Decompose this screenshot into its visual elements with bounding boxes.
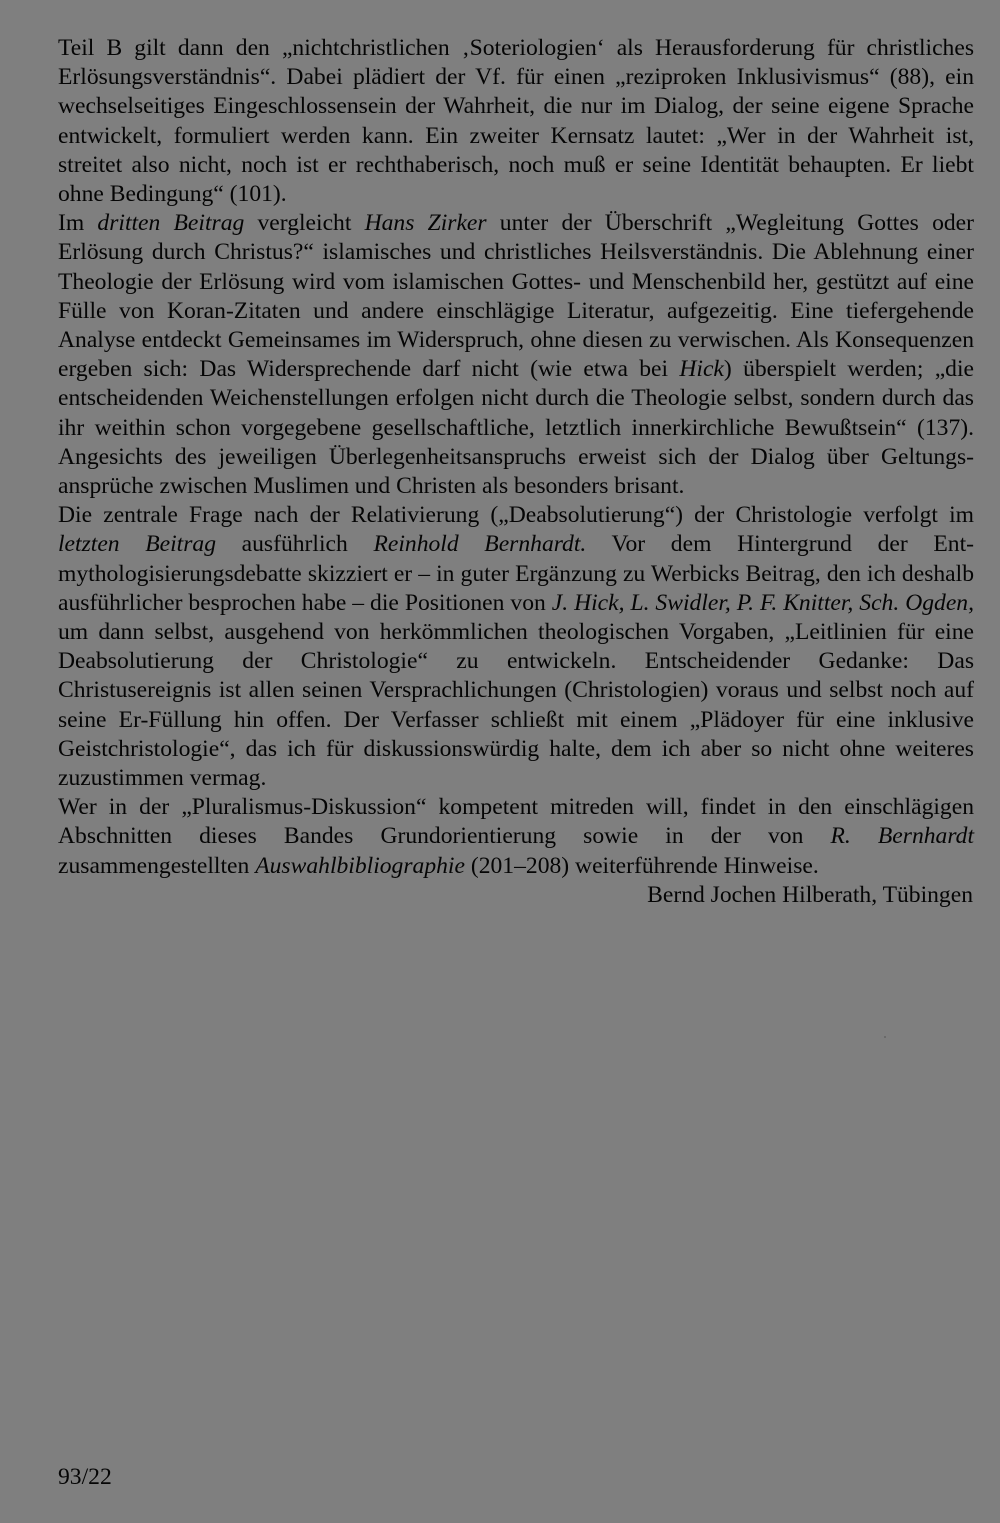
italic-text-run: Hans Zirker xyxy=(364,210,487,237)
text-run: Im xyxy=(58,210,98,237)
reviewer-signature: Bernd Jochen Hilberath, Tübingen xyxy=(647,881,973,908)
paragraph-conclusion xyxy=(58,793,974,881)
text-run: ausführlich xyxy=(216,531,374,558)
review-text xyxy=(58,34,974,910)
italic-text-run: R. Bernhardt xyxy=(830,823,974,850)
text-run: Wer in der „Pluralismus-Diskussion“ kompetent mitreden will, findet in den einschlägigen Abschnitten dieses Bandes Grundorientierung sowie in der von xyxy=(58,794,974,850)
italic-text-run: letzten Beitrag xyxy=(58,531,217,558)
italic-text-run: dritten Beitrag xyxy=(97,210,245,237)
italic-text-run: Auswahlbibliographie xyxy=(255,852,465,879)
italic-text-run: J. Hick, L. Swidler, P. F. Knitter, Sch. Ogden, xyxy=(551,589,975,616)
text-run: Die zentrale Frage nach der Relativierung („Deabsolutierung“) der Christologie verfolgt im xyxy=(58,502,974,529)
text-run: um dann selbst, ausgehend von herkömmlichen theologischen Vorgaben, „Leitlinien für eine Deabsolutierung der Christologie“ zu entwickeln. Entscheidender Gedanke: Das Christusereignis ist allen seinen Versprachlichungen (Christologien) voraus und selbst noch auf seine Er-Füllung hin offen. Der Verfasser schließt mit einem „Plädoyer für eine inklusive Geistchristologie“, das ich für diskussionswürdig halte, dem ich aber so nicht ohne weiteres zuzustimmen vermag. xyxy=(58,619,974,792)
text-run: Vor dem Hintergrund der Entmythologisierungsdebatte skizziert er – in guter Ergänzung zu Werbicks Beitrag, den ich deshalb ausführlicher besprochen habe – die Positionen von xyxy=(58,531,975,616)
paragraph-last-contribution xyxy=(58,501,974,793)
text-run: unter der Überschrift „Wegleitung Gottes oder Erlösung durch Christus?“ islamisches und christliches Heilsverständnis. Die Ablehnung einer Theologie der Erlösung wird vom islamischen Gottes- und Menschenbild her, gestützt auf eine Fülle von Koran-Zitaten und andere einschlägige Literatur, aufgezeitig. Eine tiefergehende Analyse entdeckt Gemeinsames im Widerspruch, ohne diesen zu verwischen. Als Konsequenzen ergeben sich: Das Widersprechende darf nicht (wie etwa bei xyxy=(58,210,974,383)
paragraph-third-contribution xyxy=(58,209,974,501)
text-run: ) überspielt werden; „die entscheidenden Weichenstellungen erfolgen nicht durch die Theologie selbst, sondern durch das ihr weithin schon vorgegebene gesellschaftliche, letztlich innerkirchliche Bewußtsein“ (137). Angesichts des jeweiligen Überlegenheitsanspruchs erweist sich der Dialog über Geltungsansprüche zwischen Muslimen und Christen als besonders brisant. xyxy=(58,356,974,500)
page-number: 93/22 xyxy=(58,1464,112,1490)
text-run: Teil B gilt dann den „nichtchristlichen ‚Soteriologien‘ als Herausforderung für christliches Erlösungsverständnis“. Dabei plädiert der Vf. für einen „reziproken Inklusivismus“ (88), ein wechselseitiges Eingeschlossensein der Wahrheit, die nur im Dialog, der seine eigene Sprache entwickelt, formuliert werden kann. Ein zweiter Kernsatz lautet: „Wer in der Wahrheit ist, streitet also nicht, noch ist er rechthaberisch, noch muß er seine Identität behaupten. Er liebt ohne Bedingung“ (101). xyxy=(58,35,974,208)
text-run: zusammengestellten xyxy=(58,852,256,879)
text-run: (201–208) weiterführende Hinweise. xyxy=(464,852,819,879)
italic-text-run: Hick xyxy=(679,356,724,383)
scan-speck xyxy=(884,1036,886,1038)
italic-text-run: Reinhold Bernhardt. xyxy=(373,531,587,558)
text-run: vergleicht xyxy=(244,210,365,237)
paragraph-part-b xyxy=(58,34,974,209)
